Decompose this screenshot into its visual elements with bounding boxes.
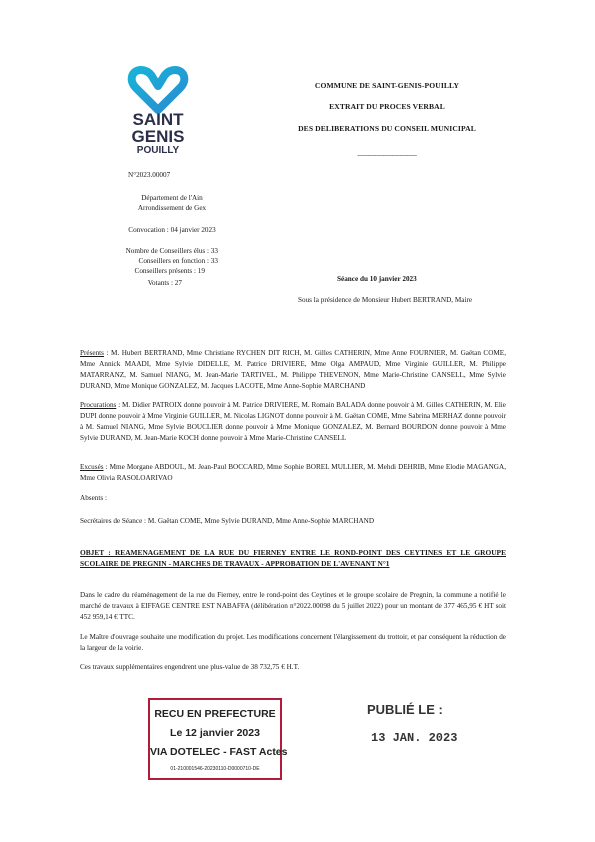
arrondissement: Arrondissement de Gex [137, 204, 207, 212]
logo-line-saint: SAINT [132, 110, 184, 129]
stamp-line-via: VIA DOTELEC - FAST Actes [150, 746, 288, 758]
absents-paragraph [80, 493, 506, 504]
seance-presidence: Sous la présidence de Monsieur Hubert BERTRAND, Maire [298, 296, 473, 304]
paragraph-plus-value: Ces travaux supplémentaires engendrent une plus-value de 38 732,75 € H.T. [80, 663, 300, 671]
header-separator: ----------------------------------- [357, 153, 417, 159]
prefecture-stamp [148, 698, 288, 780]
secretaires-paragraph: Secrétaires de Séance : M. Gaëtan COME, Mme Sylvie DURAND, Mme Anne-Sophie MARCHAND [80, 517, 375, 525]
seance-date: Séance du 10 janvier 2023 [337, 275, 417, 283]
paragraph-context: Dans le cadre du réaménagement de la rue du Fierney, entre le rond-point des Ceytines et le groupe scolaire de Pregnin, la commune a notifié le marché de travaux à EIFFAGE CENTRE EST NABAFFA (délibération n°2022.00098 du 5 juillet 2022) pour un montant de 377 465,95 € HT soit 452 959,14 € TTC. [80, 591, 506, 621]
absents-text: : [103, 494, 107, 502]
header-extrait: EXTRAIT DU PROCES VERBAL [329, 102, 445, 111]
procurations-text: : M. Didier PATROIX donne pouvoir à M. Patrice DRIVIERE, M. Romain BALADA donne pouvoir à M. Gilles CATHERIN, M. Elie DUPI donne pouvoir à Mme Virginie GUILLER, M. Nicolas LIGNOT donne pouvoir à M. Gaëtan COME, Mme Sabrina MERHAZ donne pouvoir à M. Samuel NIANG, Mme Sylvie BOUCLIER donne pouvoir à Mme Monique GONZALEZ, M. Bernard BOURDON donne pouvoir à Mme Sylvie DURAND, M. Jean-Marie KOCH donne pouvoir à Mme Marie-Christine CANSELL [80, 401, 506, 442]
excuses-paragraph [80, 462, 506, 484]
stamp-line-reference: 01-210001546-20230110-D0000710-DE [170, 766, 260, 772]
publie-label: PUBLIÉ LE : [367, 702, 443, 717]
header-commune: COMMUNE DE SAINT-GENIS-POUILLY [314, 81, 460, 90]
excuses-text: : Mme Morgane ABDOUL, M. Jean-Paul BOCCARD, Mme Sophie BOREL MULLIER, M. Mehdi DEHRIB, Mme Elodie MAGANGA, Mme Olivia RASOLOARIVAO [80, 463, 506, 482]
logo-line-pouilly: POUILLY [136, 145, 180, 156]
stamp-line-recu: RECU EN PREFECTURE [154, 708, 276, 720]
conseillers-presents: Conseillers présents : 19 [134, 267, 205, 275]
votants: Votants : 27 [147, 279, 182, 287]
procurations-paragraph [80, 400, 506, 444]
conseillers-elus: Nombre de Conseillers élus : 33 [125, 247, 218, 255]
excuses-label: Excusés [80, 463, 104, 471]
heart-logo-icon [118, 64, 198, 114]
presents-paragraph [80, 348, 506, 392]
logo [118, 64, 198, 160]
header-deliberations: DES DELIBERATIONS DU CONSEIL MUNICIPAL [298, 124, 476, 133]
objet-title: OBJET : REAMENAGEMENT DE LA RUE DU FIERNEY ENTRE LE ROND-POINT DES CEYTINES ET LE GROUPE SCOLAIRE DE PREGNIN - MARCHES DE TRAVAUX - APPROBATION DE L'AVENANT N°1 [80, 548, 506, 568]
paragraph-modification: Le Maître d'ouvrage souhaite une modification du projet. Les modifications concernent l'élargissement du trottoir, et par conséquent la réduction de la largeur de la voirie. [80, 633, 506, 652]
publie-date: 13 JAN. 2023 [371, 731, 458, 745]
departement: Département de l'Ain [141, 194, 203, 202]
conseillers-en-fonction: Conseillers en fonction : 33 [138, 257, 218, 265]
deliberation-number: N°2023.00007 [128, 171, 171, 179]
procurations-label: Procurations [80, 401, 117, 409]
presents-text: : M. Hubert BERTRAND, Mme Christiane RYCHEN DIT RICH, M. Gilles CATHERIN, Mme Anne FOURNIER, M. Gaëtan COME, Mme Annick MAADI, Mme Sylvie DIDELLE, M. Patrice DRIVIERE, Mme Olga AMPAUD, Mme Virginie GUILLER, M. Philippe MATARRANZ, M. Samuel NIANG, M. Jean-Marie TARTIVEL, M. Philippe THEVENON, Mme Marie-Christine CANSELL, Mme Sylvie DURAND, Mme Monique GONZALEZ, M. Jacques LACOTE, Mme Anne-Sophie MARCHAND [80, 349, 506, 390]
stamp-line-date: Le 12 janvier 2023 [170, 727, 260, 739]
convocation: Convocation : 04 janvier 2023 [128, 226, 216, 234]
logo-line-genis: GENIS [131, 127, 185, 146]
presents-label: Présents [80, 349, 104, 357]
absents-label: Absents [80, 494, 104, 502]
